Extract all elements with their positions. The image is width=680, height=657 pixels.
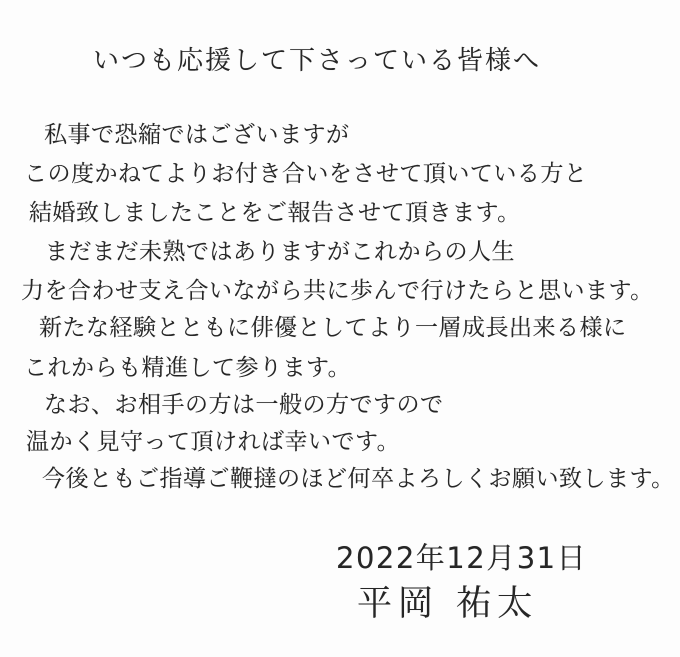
letter-body-line-4: まだまだ未熟ではありますがこれからの人生: [45, 239, 515, 265]
letter-body-line-5: 力を合わせ支え合いながら共に歩んで行けたらと思います。: [21, 278, 654, 304]
letter-body-line-9: 温かく見守って頂ければ幸いです。: [26, 429, 401, 455]
letter-body-line-1: 私事で恐縮ではございますが: [44, 122, 350, 148]
letter-body-line-10: 今後ともご指導ご鞭撻のほど何卒よろしくお願い致します。: [42, 466, 675, 492]
letter-body-line-6: 新たな経験とともに俳優としてより一層成長出来る様に: [39, 315, 627, 341]
letter-body-line-7: これからも精進して参ります。: [24, 355, 352, 381]
letter-body-line-2: この度かねてよりお付き合いをさせて頂いている方と: [24, 161, 588, 187]
letter-body-line-3: 結婚致しましたことをご報告させて頂きます。: [29, 200, 521, 226]
letter-body-line-8: なお、お相手の方は一般の方ですので: [44, 392, 444, 418]
letter-date: 2022年12月31日: [336, 541, 588, 575]
letter-salutation: いつも応援して下さっている皆様へ: [93, 46, 542, 76]
letter-signature: 平岡 祐太: [357, 584, 539, 624]
